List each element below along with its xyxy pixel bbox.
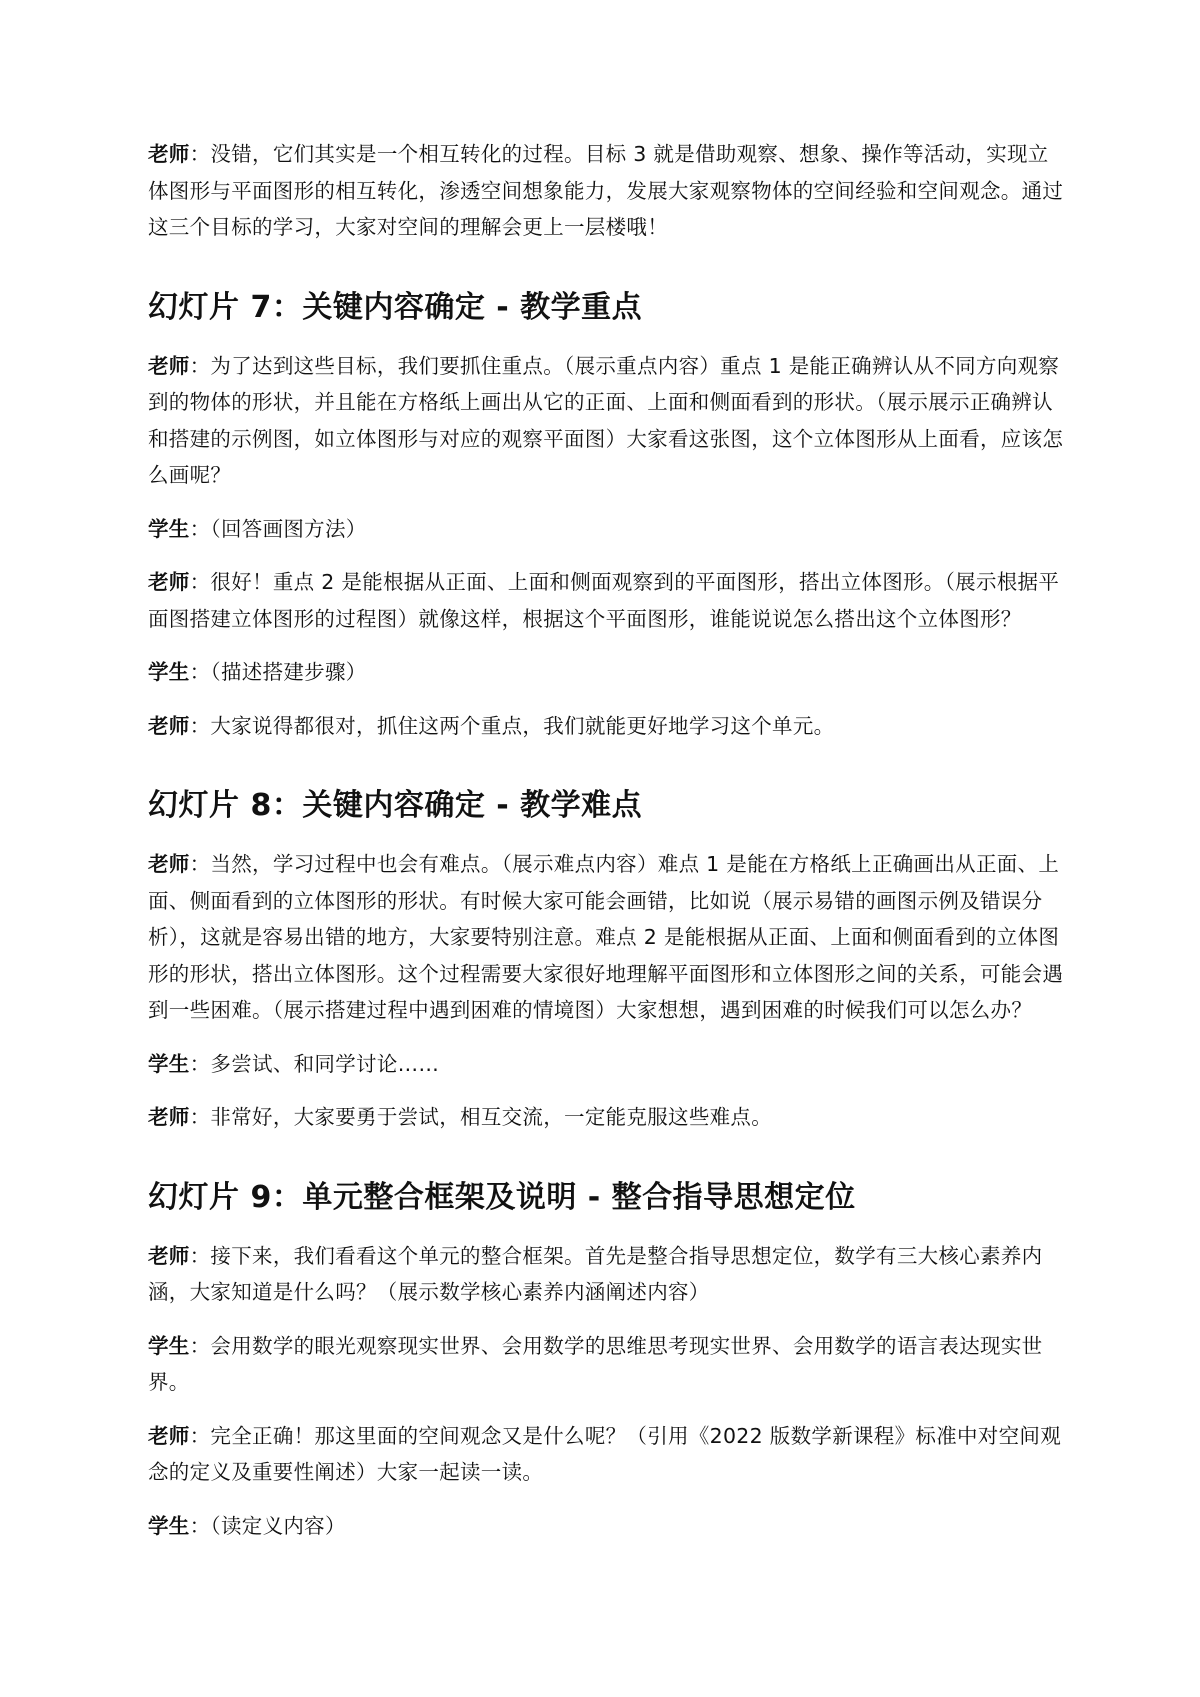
dialogue-paragraph: [148, 654, 1065, 691]
speaker-label: 学生: [148, 516, 190, 541]
speaker-separator: ：: [189, 660, 211, 684]
dialogue-paragraph: [148, 1508, 1065, 1545]
speaker-label: 老师: [148, 1423, 190, 1448]
dialogue-paragraph: [148, 511, 1065, 548]
dialogue-text: 为了达到这些目标，我们要抓住重点。（展示重点内容）重点 1 是能正确辨认从不同方向观察到的物体的形状，并且能在方格纸上画出从它的正面、上面和侧面看到的形状。（展示展示正确辨认和搭建的示例图，如立体图形与对应的观察平面图）大家看这张图，这个立体图形从上面看，应该怎么画呢？: [148, 353, 1064, 487]
speaker-separator: ：: [189, 852, 211, 876]
dialogue-text: 非常好，大家要勇于尝试，相互交流，一定能克服这些难点。: [210, 1105, 773, 1129]
speaker-label: 学生: [148, 1333, 190, 1358]
dialogue-text: （读定义内容）: [210, 1513, 346, 1538]
dialogue-paragraph: [148, 564, 1065, 637]
speaker-label: 老师: [148, 1105, 190, 1129]
speaker-separator: ：: [189, 142, 211, 166]
speaker-label: 老师: [148, 570, 190, 594]
speaker-separator: ：: [189, 516, 211, 541]
dialogue-paragraph: [148, 348, 1065, 494]
dialogue-text: 会用数学的眼光观察现实世界、会用数学的思维思考现实世界、会用数学的语言表达现实世界。: [148, 1333, 1043, 1394]
dialogue-text: 当然，学习过程中也会有难点。（展示难点内容）难点 1 是能在方格纸上正确画出从正面、上面、侧面看到的立体图形的形状。有时候大家可能会画错，比如说（展示易错的画图示例及错误分析），这就是容易出错的地方，大家要特别注意。难点 2 是能根据从正面、上面和侧面看到的立体图形的形状，搭出立体图形。这个过程需要大家很好地理解平面图形和立体图形之间的关系，可能会遇到一些困难。（展示搭建过程中遇到困难的情境图）大家想想，遇到困难的时候我们可以怎么办？: [148, 852, 1064, 1022]
dialogue-paragraph: [148, 136, 1065, 246]
speaker-label: 老师: [148, 852, 190, 876]
speaker-separator: ：: [189, 1243, 211, 1268]
speaker-label: 学生: [148, 660, 190, 684]
speaker-separator: ：: [189, 570, 211, 594]
dialogue-paragraph: [148, 708, 1065, 745]
dialogue-paragraph: [148, 1328, 1065, 1401]
speaker-separator: ：: [189, 1105, 211, 1129]
dialogue-paragraph: [148, 1418, 1065, 1491]
dialogue-text: 接下来，我们看看这个单元的整合框架。首先是整合指导思想定位，数学有三大核心素养内涵，大家知道是什么吗？（展示数学核心素养内涵阐述内容）: [148, 1243, 1043, 1304]
speaker-label: 老师: [148, 713, 190, 738]
dialogue-paragraph: [148, 1238, 1065, 1311]
slide-heading: 幻灯片 9：单元整合框架及说明 - 整合指导思想定位: [148, 1179, 856, 1215]
slide-heading: 幻灯片 7：关键内容确定 - 教学重点: [148, 289, 643, 325]
dialogue-text: 很好！重点 2 是能根据从正面、上面和侧面观察到的平面图形，搭出立体图形。（展示根据平面图搭建立体图形的过程图）就像这样，根据这个平面图形，谁能说说怎么搭出这个立体图形？: [148, 570, 1060, 631]
speaker-separator: ：: [189, 1423, 211, 1448]
speaker-separator: ：: [189, 713, 211, 738]
dialogue-text: （描述搭建步骤）: [210, 660, 367, 684]
speaker-separator: ：: [189, 1333, 211, 1358]
dialogue-text: 多尝试、和同学讨论……: [210, 1051, 440, 1076]
speaker-separator: ：: [189, 1051, 211, 1076]
dialogue-text: 没错，它们其实是一个相互转化的过程。目标 3 就是借助观察、想象、操作等活动，实现立体图形与平面图形的相互转化，渗透空间想象能力，发展大家观察物体的空间经验和空间观念。通过这三个目标的学习，大家对空间的理解会更上一层楼哦！: [148, 142, 1064, 239]
dialogue-paragraph: [148, 1099, 1065, 1136]
speaker-label: 老师: [148, 353, 190, 378]
speaker-label: 学生: [148, 1051, 190, 1076]
slide-heading: 幻灯片 8：关键内容确定 - 教学难点: [148, 788, 643, 823]
speaker-separator: ：: [189, 1513, 211, 1538]
speaker-separator: ：: [189, 353, 211, 378]
dialogue-paragraph: [148, 846, 1065, 1029]
speaker-label: 学生: [148, 1513, 190, 1538]
dialogue-text: 完全正确！那这里面的空间观念又是什么呢？（引用《2022 版数学新课程》标准中对空间观念的定义及重要性阐述）大家一起读一读。: [148, 1423, 1062, 1484]
dialogue-paragraph: [148, 1046, 1065, 1083]
speaker-label: 老师: [148, 142, 190, 166]
dialogue-text: 大家说得都很对，抓住这两个重点，我们就能更好地学习这个单元。: [210, 713, 835, 738]
speaker-label: 老师: [148, 1243, 190, 1268]
dialogue-text: （回答画图方法）: [210, 516, 367, 541]
